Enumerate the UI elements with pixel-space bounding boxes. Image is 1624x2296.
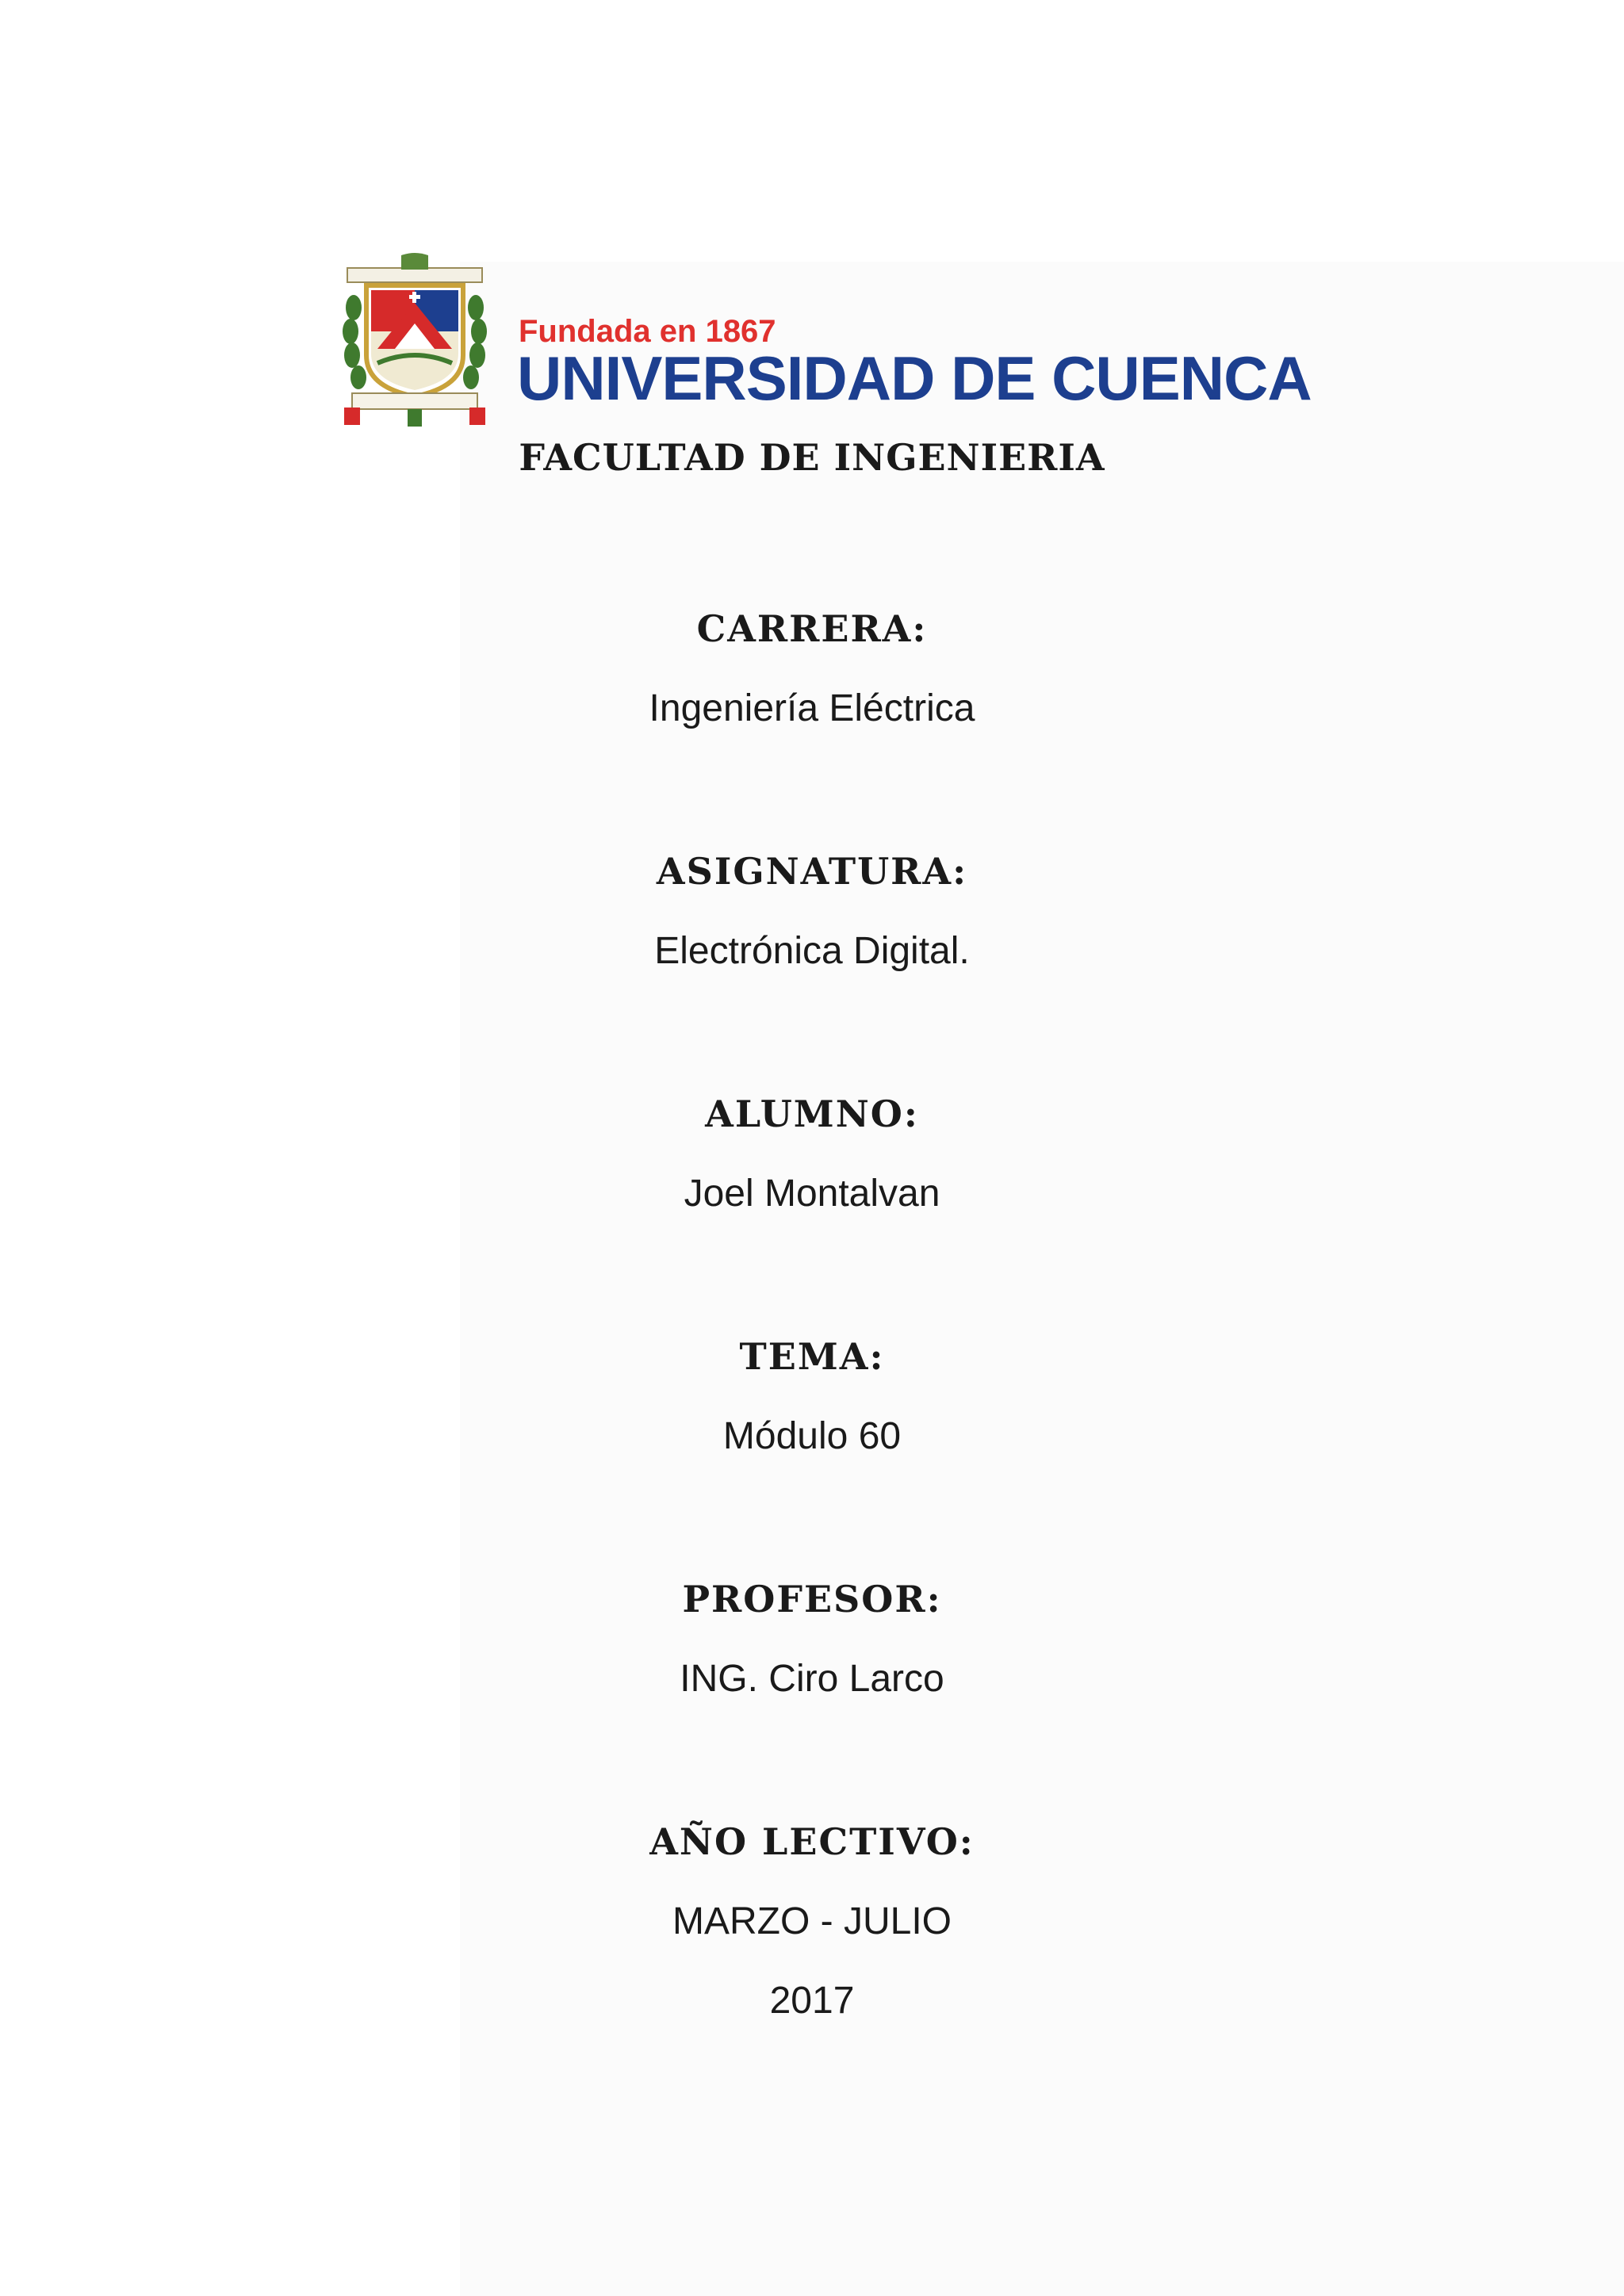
profesor-heading: PROFESOR: [682,1578,942,1621]
university-name: UNIVERSIDAD DE CUENCA [517,343,1312,413]
university-logo [339,252,1312,428]
asignatura-heading: ASIGNATURA: [656,850,968,893]
ano-lectivo-heading: AÑO LECTIVO: [649,1820,975,1863]
university-crest-icon [339,252,490,428]
founded-tagline: Fundada en 1867 [519,314,776,349]
faculty-title: FACULTAD DE INGENIERIA [519,436,1105,479]
carrera-heading: CARRERA: [696,607,928,650]
tema-heading: TEMA: [739,1335,885,1378]
tema-value: Módulo 60 [722,1415,902,1457]
ano-lectivo-value: MARZO - JULIO [672,1900,952,1942]
carrera-value: Ingeniería Eléctrica [649,687,975,729]
ano-lectivo-year: 2017 [769,1980,855,2022]
profesor-value: ING. Ciro Larco [680,1658,944,1700]
alumno-heading: ALUMNO: [705,1093,919,1135]
asignatura-value: Electrónica Digital. [654,930,970,972]
alumno-value: Joel Montalvan [684,1173,940,1215]
